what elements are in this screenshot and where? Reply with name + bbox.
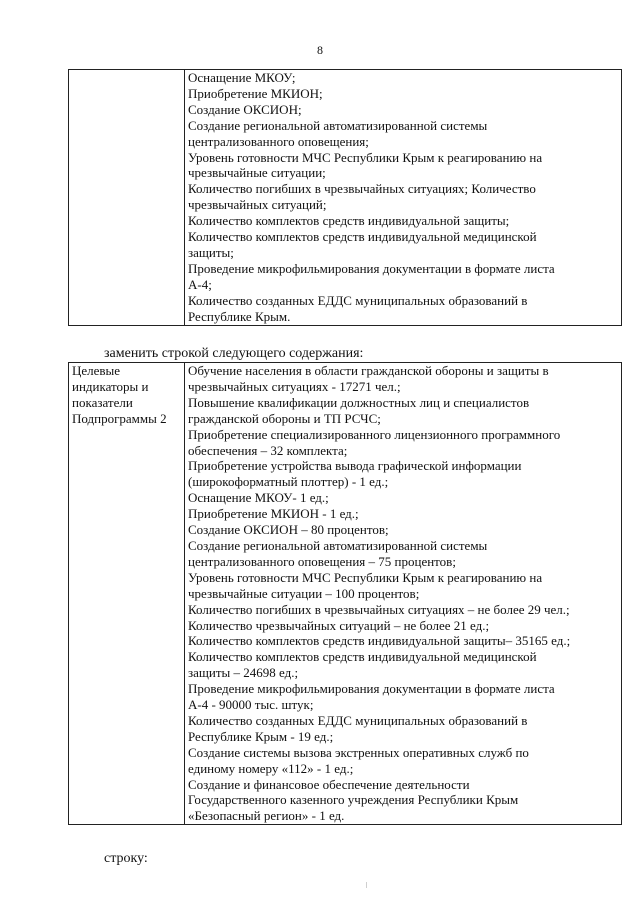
text-line: Проведение микрофильмирования документации в формате листа [188,681,555,697]
text-line: Приобретение устройства вывода графической информации [188,458,522,474]
text-line: Государственного казенного учреждения Республики Крым [188,792,519,808]
text-line: Создание и финансовое обеспечение деятельности [188,776,470,792]
replace-caption: заменить строкой следующего содержания: [104,346,364,361]
text-line: А-4; [188,276,212,292]
text-line: гражданской обороны и ТП РСЧС; [188,410,381,426]
text-line: обеспечения – 32 комплекта; [188,442,348,458]
text-line: Количество созданных ЕДДС муниципальных образований в [188,292,528,308]
page-number: 8 [317,43,323,57]
bottom-indicators-table [68,362,622,825]
text-line: централизованного оповещения – 75 процентов; [188,553,456,569]
text-line: Создание региональной автоматизированной системы [188,117,488,133]
scan-mark [366,882,367,888]
text-line: Создание ОКСИОН; [188,101,302,117]
text-line: Количество созданных ЕДДС муниципальных образований в [188,712,528,728]
text-line: показатели [72,394,133,410]
text-line: централизованного оповещения; [188,133,369,149]
text-line: единому номеру «112» - 1 ед.; [188,760,354,776]
text-line: Уровень готовности МЧС Республики Крым к реагированию на [188,149,543,165]
indicator-lines [188,70,618,325]
text-line: Оснащение МКОУ; [188,70,296,85]
text-line: Повышение квалификации должностных лиц и специалистов [188,394,530,410]
text-line: Количество погибших в чрезвычайных ситуациях – не более 29 чел.; [188,601,570,617]
left-cell-lines [72,363,181,427]
text-line: чрезвычайные ситуации; [188,165,326,181]
text-line: Приобретение МКИОН - 1 ед.; [188,506,359,522]
table-row [69,363,622,825]
text-line: Приобретение специализированного лицензионного программного [188,426,561,442]
text-line: Создание ОКСИОН – 80 процентов; [188,522,389,538]
text-line: Количество погибших в чрезвычайных ситуациях; Количество [188,181,536,197]
text-line: Количество комплектов средств индивидуальной защиты; [188,213,510,229]
text-line: «Безопасный регион» - 1 ед. [188,808,345,824]
text-line: Подпрограммы 2 [72,410,167,426]
text-line: Количество комплектов средств индивидуальной защиты– 35165 ед.; [188,633,571,649]
text-line: индикаторы и [72,378,149,394]
text-line: чрезвычайных ситуаций; [188,197,327,213]
text-line: чрезвычайных ситуациях - 17271 чел.; [188,378,401,394]
text-line: Приобретение МКИОН; [188,85,323,101]
text-line: Оснащение МКОУ- 1 ед.; [188,490,329,506]
text-line: Количество чрезвычайных ситуаций – не более 21 ед.; [188,617,490,633]
table-row [69,70,622,326]
text-line: Создание региональной автоматизированной системы [188,537,488,553]
text-line: Обучение населения в области гражданской обороны и защиты в [188,363,549,378]
left-cell [69,70,185,326]
text-line: Уровень готовности МЧС Республики Крым к реагированию на [188,569,543,585]
text-line: Количество комплектов средств индивидуальной медицинской [188,229,537,245]
text-line: Количество комплектов средств индивидуальной медицинской [188,649,537,665]
indicator-lines [188,363,618,824]
indicators-cell [185,363,622,825]
row-caption: строку: [104,851,148,866]
indicators-cell [185,70,622,326]
text-line: А-4 - 90000 тыс. штук; [188,697,314,713]
text-line: защиты – 24698 ед.; [188,665,299,681]
text-line: чрезвычайные ситуации – 100 процентов; [188,585,420,601]
left-cell [69,363,185,825]
text-line: Целевые [72,363,121,378]
text-line: Республике Крым. [188,308,291,324]
text-line: Республике Крым - 19 ед.; [188,728,334,744]
text-line: Проведение микрофильмирования документации в формате листа [188,260,555,276]
top-indicators-table [68,69,622,326]
text-line: (широкоформатный плоттер) - 1 ед.; [188,474,389,490]
text-line: защиты; [188,244,234,260]
text-line: Создание системы вызова экстренных оперативных служб по [188,744,529,760]
